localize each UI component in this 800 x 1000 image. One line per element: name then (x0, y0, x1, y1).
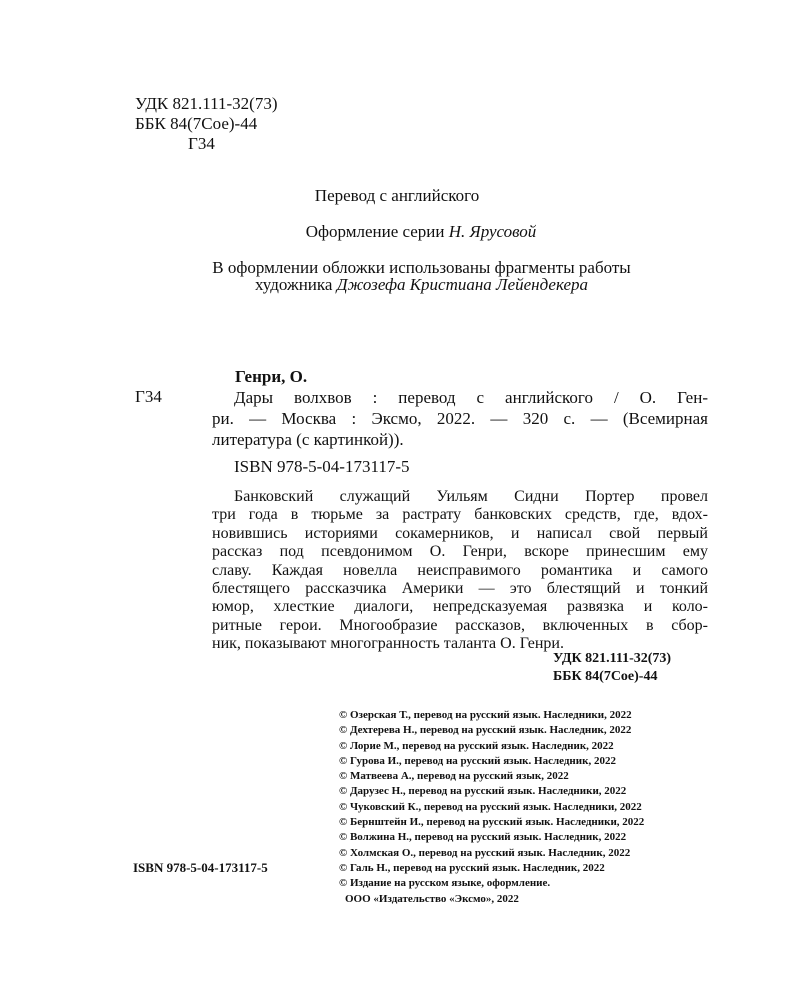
record-author: Генри, О. (235, 367, 308, 386)
copyright-line: © Дарузес Н., перевод на русский язык. Наследники, 2022 (339, 785, 627, 798)
copyright-line: © Лорие М., перевод на русский язык. Наследник, 2022 (339, 739, 614, 752)
copyright-line: ООО «Издательство «Эксмо», 2022 (345, 892, 519, 905)
copyright-line: © Озерская Т., перевод на русский язык. Наследники, 2022 (339, 709, 632, 721)
author-sign-code: Г34 (188, 134, 215, 153)
series-design-credit (21, 221, 800, 242)
series-designer-name: Н. Ярусовой (448, 222, 537, 241)
translation-credit: Перевод с английского (314, 186, 480, 205)
copyright-line: © Дехтерева Н., перевод на русский язык. Наследник, 2022 (339, 724, 632, 737)
cover-credit-line-2 (0, 276, 800, 293)
cover-credit-line-1: В оформлении обложки использованы фрагменты работы (212, 258, 631, 277)
isbn-bottom: ISBN 978-5-04-173117-5 (133, 860, 268, 875)
bibliographic-record (212, 387, 708, 450)
copyright-list (339, 708, 719, 907)
copyright-line: © Матвеева А., перевод на русский язык, 2022 (339, 770, 569, 783)
annotation-line-4: рассказ под псевдонимом О. Генри, вскоре принесшим ему (212, 543, 708, 561)
annotation-line-9: ник, показывают многогранность таланта О. Генри. (212, 635, 564, 653)
annotation-line-1: Банковский служащий Уильям Сидни Портер провел (234, 488, 708, 505)
udk-code: УДК 821.111-32(73) (135, 94, 278, 113)
copyright-line: © Галь Н., перевод на русский язык. Наследник, 2022 (339, 861, 605, 874)
annotation-line-5: славу. Каждая новелла неисправимого романтика и самого (212, 561, 708, 579)
annotation (212, 488, 708, 654)
record-index: Г34 (135, 387, 162, 406)
annotation-line-6: блестящего рассказчика Америки — это блестящий и тонкий (212, 580, 708, 598)
record-line-3: литература (с картинкой)). (212, 430, 404, 449)
copyright-line: © Холмская О., перевод на русский язык. Наследник, 2022 (339, 846, 631, 859)
copyright-line: © Гурова И., перевод на русский язык. Наследник, 2022 (339, 754, 616, 767)
annotation-line-8: ритные герои. Многообразие рассказов, включенных в сбор- (212, 616, 708, 634)
copyright-line: © Чуковский К., перевод на русский язык. Наследники, 2022 (339, 800, 642, 813)
cover-artist-name: Джозефа Кристиана Лейендекера (336, 275, 589, 294)
copyright-line: © Волжина Н., перевод на русский язык. Наследник, 2022 (339, 831, 627, 844)
annotation-line-2: три года в тюрьме за растрату банковских средств, где, вдох- (212, 506, 708, 524)
cover-credit (0, 259, 800, 293)
record-line-2: ри. — Москва : Эксмо, 2022. — 320 с. — (Всемирная (212, 409, 708, 428)
record-isbn: ISBN 978-5-04-173117-5 (234, 457, 410, 476)
cover-credit-prefix: художника (254, 275, 337, 294)
record-line-1: Дары волхвов : перевод с английского / О. Ген- (234, 388, 708, 407)
series-design-prefix: Оформление серии (305, 222, 449, 241)
annotation-line-3: новившись историями сокамерников, и написал свой первый (212, 524, 708, 542)
copyright-line: © Издание на русском языке, оформление. (339, 877, 551, 890)
annotation-line-7: юмор, хлесткие диалоги, непредсказуемая развязка и коло- (212, 598, 708, 616)
bbk-code-bottom: ББК 84(7Сое)-44 (553, 669, 658, 684)
bbk-code: ББК 84(7Сое)-44 (135, 114, 258, 133)
copyright-line: © Бернштейн И., перевод на русский язык. Наследники, 2022 (339, 816, 645, 829)
udk-code-bottom: УДК 821.111-32(73) (553, 651, 672, 666)
